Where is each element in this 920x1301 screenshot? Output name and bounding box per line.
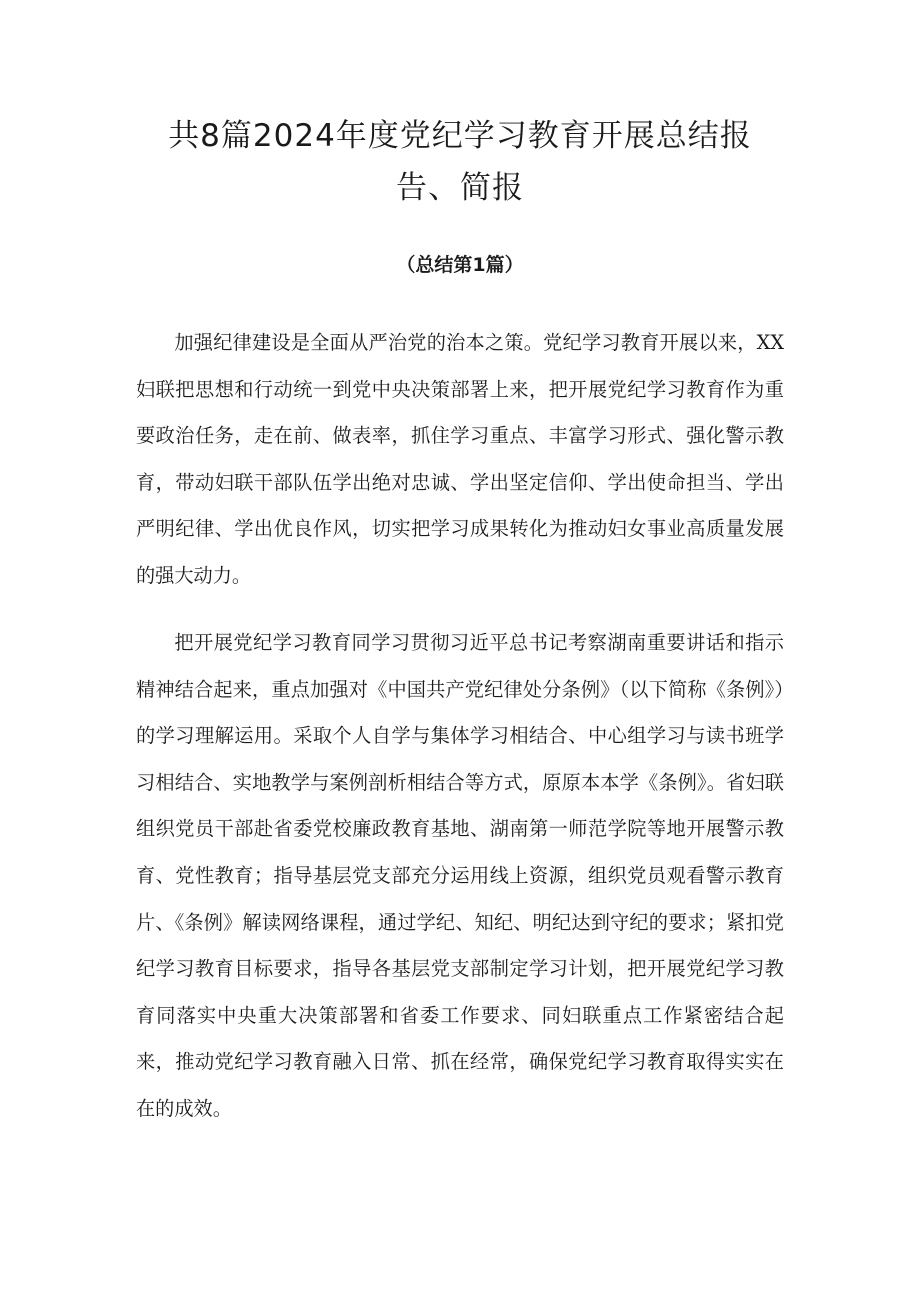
body-paragraph-2: 把开展党纪学习教育同学习贯彻习近平总书记考察湖南重要讲话和指示精神结合起来，重点加强对《中国共产党纪律处分条例》（以下简称《条例》）的学习理解运用。采取个人自学与集体学习相结合、中心组学习与读书班学习相结合、实地教学与案例剖析相结合等方式，原原本本学《条例》。省妇联组织党员干部赴省委党校廉政教育基地、湖南第一师范学院等地开展警示教育、党性教育；指导基层党支部充分运用线上资源，组织党员观看警示教育片、《条例》解读网络课程，通过学纪、知纪、明纪达到守纪的要求；紧扣党纪学习教育目标要求，指导各基层党支部制定学习计划，把开展党纪学习教育同落实中央重大决策部署和省委工作要求、同妇联重点工作紧密结合起来，推动党纪学习教育融入日常、抓在经常，确保党纪学习教育取得实实在在的成效。 xyxy=(136,631,784,1120)
section-heading: （总结第1篇） xyxy=(396,254,524,276)
body-paragraph-1: 加强纪律建设是全面从严治党的治本之策。党纪学习教育开展以来，XX妇联把思想和行动统一到党中央决策部署上来，把开展党纪学习教育作为重要政治任务，走在前、做表率，抓住学习重点、丰富学习形式、强化警示教育，带动妇联干部队伍学出绝对忠诚、学出坚定信仰、学出使命担当、学出严明纪律、学出优良作风，切实把学习成果转化为推动妇女事业高质量发展的强大动力。 xyxy=(136,331,784,587)
document-title: 共8篇2024年度党纪学习教育开展总结报告、简报 xyxy=(168,118,752,206)
